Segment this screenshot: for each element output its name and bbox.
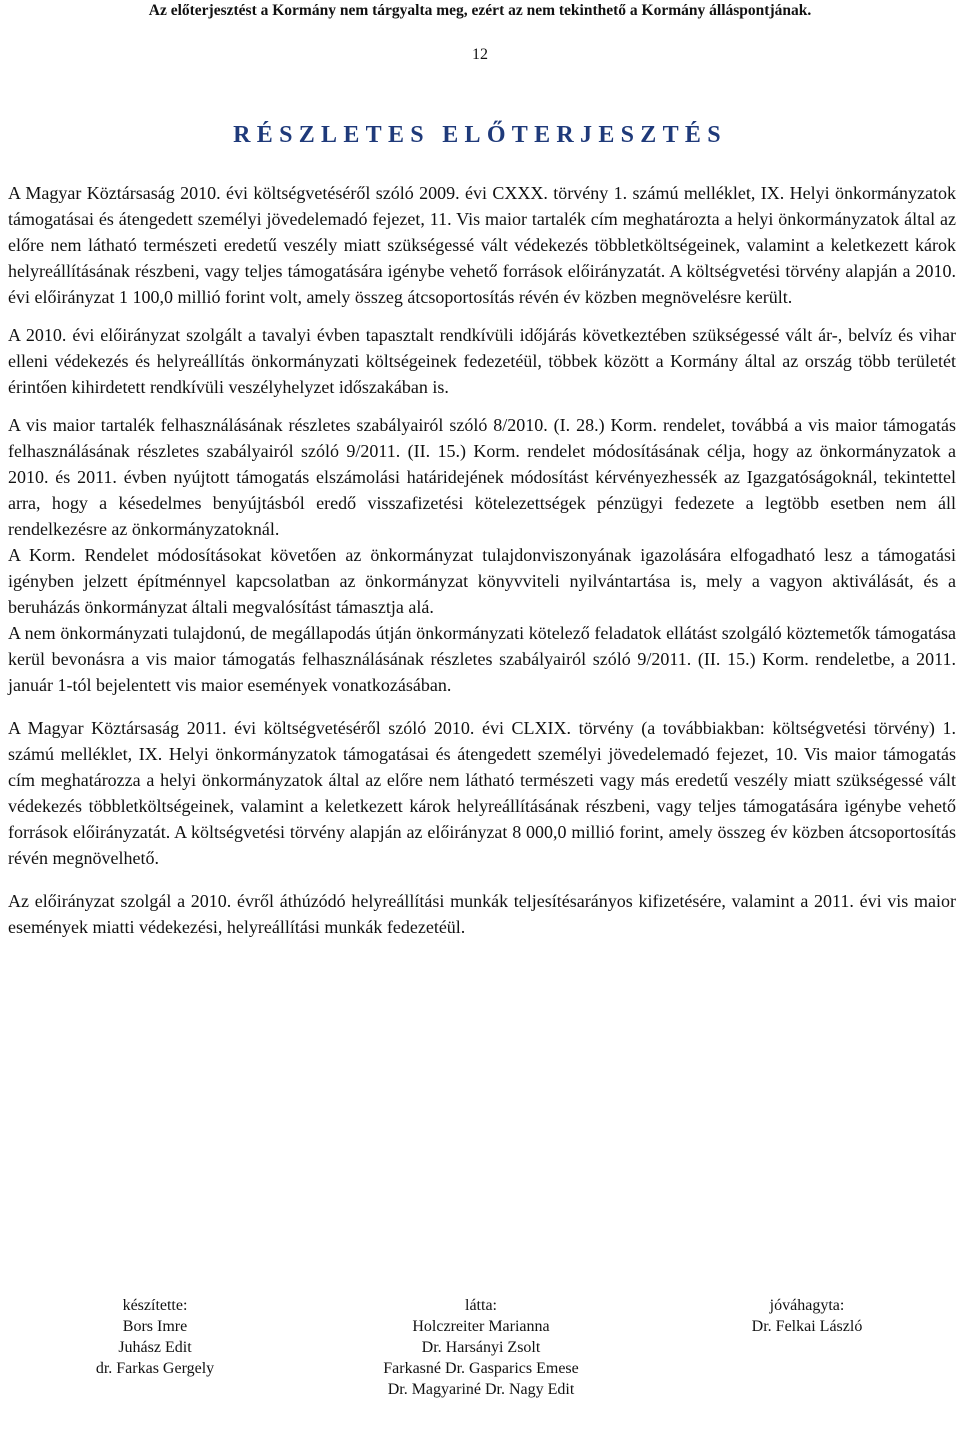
paragraph: Az előirányzat szolgál a 2010. évről áthúzódó helyreállítási munkák teljesítésarányos kifizetésére, valamint a 2011. évi vis maior események miatti védekezési, helyreállítási munkák fedezetéül. (8, 891, 956, 937)
signature-name: Dr. Magyariné Dr. Nagy Edit (387, 1381, 575, 1398)
signature-name: dr. Farkas Gergely (95, 1360, 215, 1377)
page-number: 12 (472, 46, 488, 63)
paragraph: A nem önkormányzati tulajdonú, de megállapodás útján önkormányzati kötelező feladatok ellátást szolgáló köztemetők támogatása kerül bevonásra a vis maior támogatás felhasználásának részletes szabályairól szóló 9/2011. (II. 15.) Korm. rendeletbe, a 2011. január 1-tól bejelentett vis maior események vonatkozásában. (8, 623, 956, 695)
paragraph: A vis maior tartalék felhasználásának részletes szabályairól szóló 8/2010. (I. 28.) Korm. rendelet, továbbá a vis maior támogatás felhasználásának részletes szabályairól szóló 9/2011. (II. 15.) Korm. rendelet módosításának célja, hogy az önkormányzatok a 2010. és 2011. évben nyújtott támogatás elszámolási határidejének módosítást kérvényezhessék az Igazgatóságoknál, tekintettel arra, hogy a késedelmes benyújtásból eredő visszafizetési kötelezettségek pénzügyi fedezete a legtöbb esetben nem áll rendelkezésre az önkormányzatoknál. (8, 415, 956, 539)
paragraph: A Magyar Köztársaság 2010. évi költségvetéséről szóló 2009. évi CXXX. törvény 1. számú melléklet, IX. Helyi önkormányzatok támogatásai és átengedett személyi jövedelemadó fejezet, 11. Vis maior tartalék cím meghatározta a helyi önkormányzatok által az előre nem látható természeti eredetű veszély miatt szükségessé vált védekezés többletköltségeinek, valamint a keletkezett károk helyreállításának részbeni, vagy teljes támogatására igénybe vehető források előirányzatát. A költségvetési törvény alapján a 2010. évi előirányzat 1 100,0 millió forint volt, amely összeg átcsoportosítás révén év közben megnövelésre került. (8, 183, 956, 307)
signature-prepared (55, 1295, 255, 1379)
body-text (8, 180, 956, 940)
paragraph: A Magyar Köztársaság 2011. évi költségvetéséről szóló 2010. évi CLXIX. törvény (a továbbiakban: költségvetési törvény) 1. számú melléklet, IX. Helyi önkormányzatok támogatásai és átengedett személyi jövedelemadó fejezet, 10. Vis maior támogatás cím meghatározza a helyi önkormányzatok által az előre nem látható természeti vagy más eredetű veszély miatt szükségessé vált védekezés többletköltségeinek, valamint a keletkezett károk helyreállításának részbeni, vagy teljes támogatására igénybe vehető források előirányzatát. A költségvetési törvény alapján az előirányzat 8 000,0 millió forint, amely összeg év közben átcsoportosítás révén megnövelhető. (8, 718, 956, 868)
signature-approved (707, 1295, 907, 1337)
signature-name: Holczreiter Marianna (412, 1318, 550, 1335)
signature-label: látta: (465, 1297, 497, 1314)
signature-name: Dr. Harsányi Zsolt (421, 1339, 541, 1356)
paragraph: A Korm. Rendelet módosításokat követően az önkormányzat tulajdonviszonyának igazolására elfogadható lesz a támogatási igényben jelzett építménnyel kapcsolatban az önkormányzat könyvviteli nyilvántartása is, mely a vagyon aktiválását, és a beruházás önkormányzat általi megvalósítást támasztja alá. (8, 545, 956, 617)
header-disclaimer: Az előterjesztést a Kormány nem tárgyalta meg, ezért az nem tekinthető a Kormány álláspontjának. (148, 2, 812, 19)
signature-name: Dr. Felkai László (751, 1318, 863, 1335)
signature-name: Bors Imre (122, 1318, 188, 1335)
signature-reviewed (371, 1295, 591, 1400)
signature-name: Juhász Edit (118, 1339, 192, 1356)
document-title: RÉSZLETES ELŐTERJESZTÉS (233, 122, 727, 148)
paragraph: A 2010. évi előirányzat szolgált a tavalyi évben tapasztalt rendkívüli időjárás következtében szükségessé vált ár-, belvíz és vihar elleni védekezés és helyreállítás önkormányzati költségeinek fedezetéül, többek között a Kormány által az ország több területét érintően kihirdetett rendkívüli veszélyhelyzet időszakában is. (8, 325, 956, 397)
signature-name: Farkasné Dr. Gasparics Emese (383, 1360, 579, 1377)
signature-label: készítette: (122, 1297, 188, 1314)
signature-label: jóváhagyta: (769, 1297, 845, 1314)
